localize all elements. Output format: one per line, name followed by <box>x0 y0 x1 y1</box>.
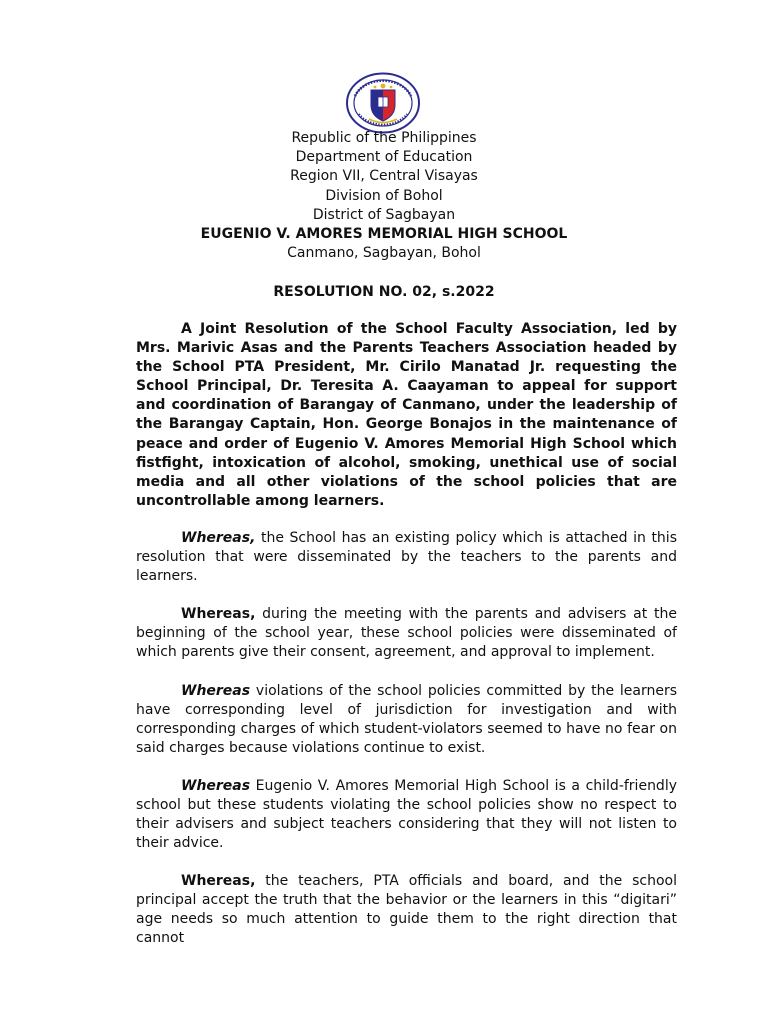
whereas-lead: Whereas, <box>181 606 256 622</box>
whereas-paragraph-4 <box>136 777 677 853</box>
whereas-lead: Whereas <box>181 683 251 699</box>
letterhead <box>0 129 768 263</box>
deped-seal-icon <box>345 72 421 134</box>
whereas-text: violations of the school policies committed by the learners have corresponding level of jurisdiction for investigation and with corresponding charges of which student-violators seemed to have no fear on said charges because violations continue to exist. <box>136 683 677 757</box>
whereas-lead: Whereas, <box>181 530 256 546</box>
whereas-paragraph-2 <box>136 605 677 662</box>
whereas-text: during the meeting with the parents and advisers at the beginning of the school year, these school policies were disseminated of which parents give their consent, agreement, and approval to implement. <box>136 606 677 661</box>
header-line-region: Region VII, Central Visayas <box>290 168 478 185</box>
whereas-paragraph-1 <box>136 529 677 586</box>
whereas-lead: Whereas, <box>181 873 256 889</box>
header-line-republic: Republic of the Philippines <box>291 130 477 146</box>
header-line-department: Department of Education <box>295 149 473 166</box>
whereas-text: Eugenio V. Amores Memorial High School is a child-friendly school but these students violating the school policies show no respect to their advisers and subject teachers considering that they will not listen to their advice. <box>136 778 677 852</box>
whereas-paragraph-3 <box>136 682 677 758</box>
whereas-text: the School has an existing policy which is attached in this resolution that were disseminated by the teachers to the parents and learners. <box>136 530 677 585</box>
resolution-intro-paragraph: A Joint Resolution of the School Faculty Association, led by Mrs. Marivic Asas and the Parents Teachers Association headed by the School PTA President, Mr. Cirilo Manatad Jr. requesting the School Principal, Dr. Teresita A. Caayaman to appeal for support and coordination of Barangay of Canmano, under the leadership of the Barangay Captain, Hon. George Bonajos in the maintenance of peace and order of Eugenio V. Amores Memorial High School which fistfight, intoxication of alcohol, smoking, unethical use of social media and all other violations of the school policies that are uncontrollable among learners. <box>136 321 677 509</box>
header-line-division: Division of Bohol <box>325 187 443 204</box>
whereas-lead: Whereas <box>181 778 251 794</box>
resolution-title: RESOLUTION NO. 02, s.2022 <box>273 284 495 300</box>
whereas-paragraph-5 <box>136 872 677 948</box>
header-line-district: District of Sagbayan <box>312 206 456 223</box>
school-address: Canmano, Sagbayan, Bohol <box>287 245 481 262</box>
school-name: EUGENIO V. AMORES MEMORIAL HIGH SCHOOL <box>200 226 568 243</box>
whereas-text: the teachers, PTA officials and board, and the school principal accept the truth that the behavior or the learners in this “digitari” age needs so much attention to guide them to the right direction that cannot <box>136 873 677 947</box>
